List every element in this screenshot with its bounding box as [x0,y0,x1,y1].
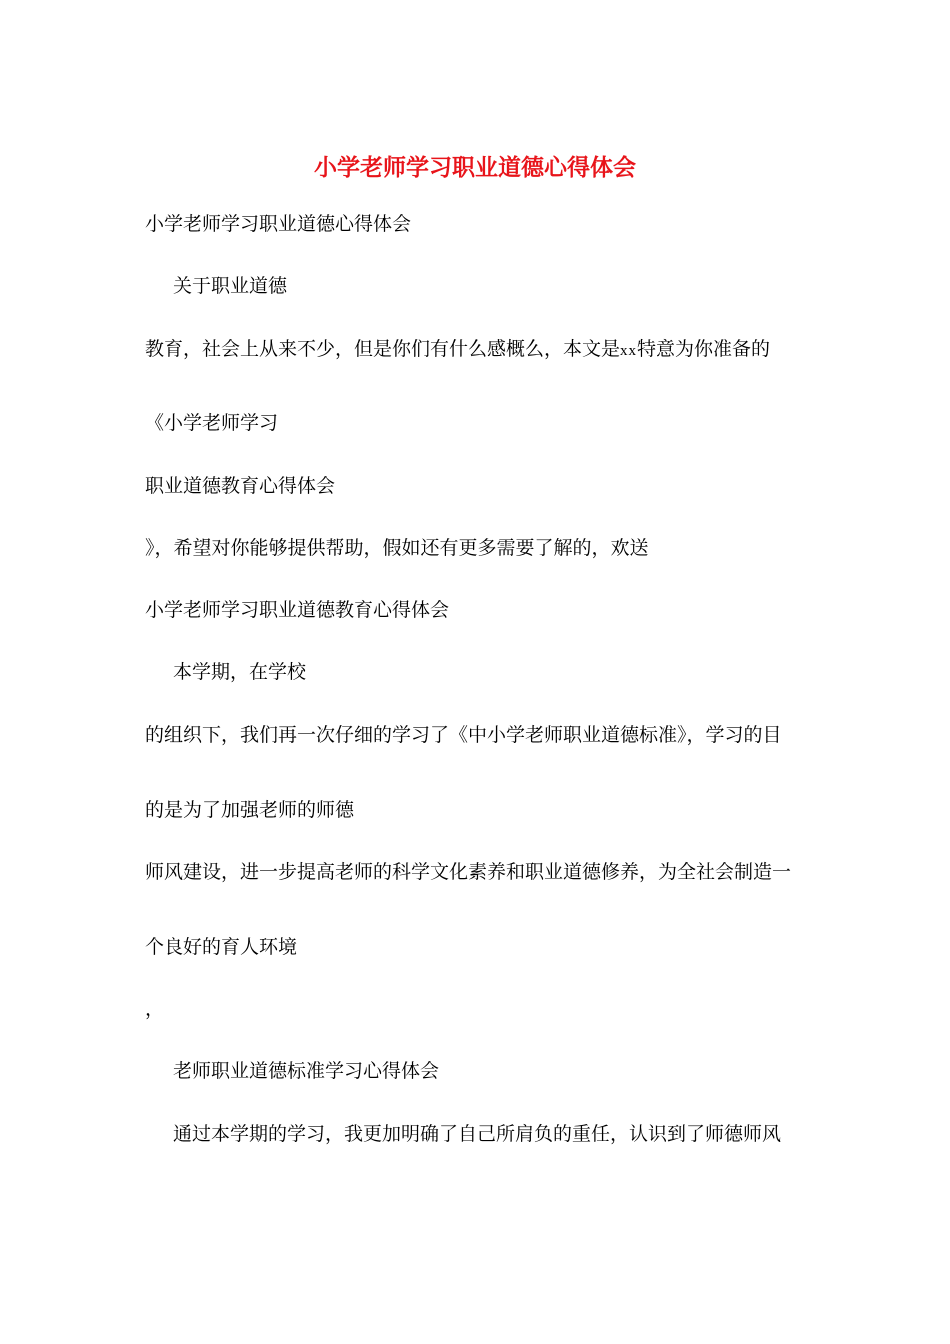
paragraph-line: 《小学老师学习 [145,412,279,434]
paragraph-line: 本学期，在学校 [173,661,307,683]
line-text: 特意为你准备的 [637,338,771,360]
paragraph-line: 老师职业道德标准学习心得体会 [173,1060,440,1082]
paragraph-line: 小学老师学习职业道德心得体会 [145,213,412,235]
paragraph-line: 职业道德教育心得体会 [145,475,336,497]
paragraph-line: 的组织下，我们再一次仔细的学习了《中小学老师职业道德标准》，学习的目 [145,724,782,746]
document-title: 小学老师学习职业道德心得体会 [314,154,636,181]
paragraph-line: ， [145,998,165,1020]
paragraph-line: 》，希望对你能够提供帮助，假如还有更多需要了解的，欢送 [145,537,649,559]
paragraph-line: 个良好的育人环境 [145,936,298,958]
paragraph-line [145,335,770,365]
paragraph-line: 关于职业道德 [173,275,288,297]
paragraph-line: 小学老师学习职业道德教育心得体会 [145,599,450,621]
paragraph-line: 师风建设，进一步提高老师的科学文化素养和职业道德修养，为全社会制造一 [145,861,792,883]
paragraph-line: 的是为了加强老师的师德 [145,799,355,821]
placeholder-text: xx [620,343,638,359]
line-text: 教育，社会上从来不少，但是你们有什么感概么，本文是 [145,338,621,360]
paragraph-line: 通过本学期的学习，我更加明确了自己所肩负的重任，认识到了师德师风 [173,1123,782,1145]
